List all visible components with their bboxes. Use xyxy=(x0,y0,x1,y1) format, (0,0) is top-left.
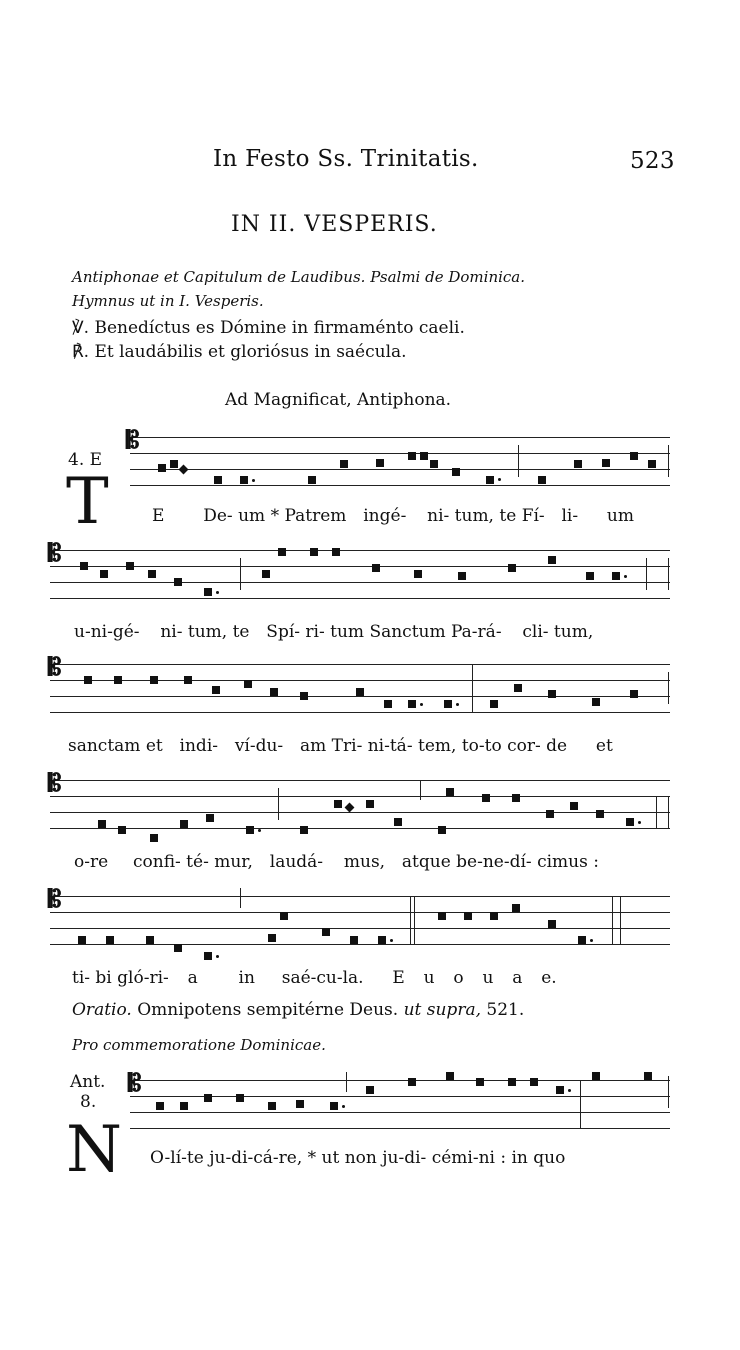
syllable: indi- xyxy=(179,736,218,756)
rubric-line-1: Antiphonae et Capitulum de Laudibus. Psalmi de Dominica. xyxy=(72,268,526,286)
initial-letter-2: N xyxy=(66,1113,122,1187)
syllable: e. xyxy=(541,968,557,988)
syllable: et xyxy=(595,736,613,756)
syllable: * Patrem xyxy=(270,506,347,526)
syllable: Pa-rá- xyxy=(451,622,502,642)
section-title: IN II. VESPERIS. xyxy=(231,212,438,237)
syllable: Spí- ri- tum xyxy=(266,622,365,642)
lyrics-line-4 xyxy=(74,852,599,872)
syllable: u xyxy=(482,968,494,988)
ant-label: Ant. xyxy=(70,1072,106,1092)
syllable: sanctam xyxy=(68,736,141,756)
oratio-ref-page: 521. xyxy=(486,1000,525,1020)
syllable: o xyxy=(453,968,464,988)
syllable: tem, xyxy=(417,736,457,756)
response-symbol: ℟. xyxy=(72,342,90,362)
oratio-label: Oratio. xyxy=(72,1000,132,1020)
syllable: u xyxy=(423,968,435,988)
syllable: li- xyxy=(561,506,579,526)
syllable: ni- tum, xyxy=(160,622,228,642)
initial-letter: T xyxy=(66,465,109,539)
syllable: mus, xyxy=(343,852,386,872)
syllable: Sanctum xyxy=(369,622,446,642)
versicle-symbol: ℣. xyxy=(72,318,90,338)
rubric-line-2: Hymnus ut in I. Vesperis. xyxy=(72,292,264,310)
syllable: De- um xyxy=(203,506,266,526)
syllable: Fí- xyxy=(521,506,545,526)
syllable: o-re xyxy=(74,852,109,872)
page-number: 523 xyxy=(630,148,675,174)
syllable: u-ni-gé- xyxy=(74,622,140,642)
commemoration-rubric: Pro commemoratione Dominicae. xyxy=(72,1036,326,1054)
syllable: cimus : xyxy=(537,852,599,872)
syllable: gló-ri- xyxy=(117,968,169,988)
oratio-line xyxy=(72,1000,524,1020)
syllable: Tri- ni-tá- xyxy=(331,736,413,756)
lyrics-line-2 xyxy=(74,622,593,642)
syllable: ingé- xyxy=(363,506,407,526)
syllable: te xyxy=(232,622,250,642)
syllable: atque xyxy=(401,852,451,872)
syllable: ti- bi xyxy=(72,968,112,988)
syllable: de xyxy=(546,736,568,756)
syllable: te xyxy=(499,506,517,526)
syllable: cli- tum, xyxy=(522,622,594,642)
lyrics-line-6: O-lí-te ju-di-cá-re, * ut non ju-di- cémi-ni : in quo xyxy=(150,1148,566,1168)
lyrics-line-5 xyxy=(72,968,557,988)
syllable: E xyxy=(152,506,165,526)
versicle-text: Benedíctus es Dómine in firmaménto caeli. xyxy=(94,318,465,338)
syllable: in xyxy=(238,968,255,988)
syllable: confi- té- xyxy=(132,852,209,872)
syllable: laudá- xyxy=(269,852,324,872)
versicle-line xyxy=(72,318,465,338)
response-line xyxy=(72,342,407,362)
syllable: am xyxy=(300,736,327,756)
response-text: Et laudábilis et gloriósus in saécula. xyxy=(94,342,407,362)
lyrics-line-1 xyxy=(152,506,634,526)
syllable: to-to xyxy=(461,736,502,756)
syllable: cor- xyxy=(507,736,541,756)
syllable: a xyxy=(187,968,198,988)
syllable: saé-cu-la. xyxy=(281,968,364,988)
syllable: ni- tum, xyxy=(427,506,494,526)
ant-mode: 8. xyxy=(80,1092,97,1112)
syllable: ví-du- xyxy=(234,736,284,756)
mode-label: 4. E xyxy=(68,450,103,470)
syllable: be-ne-dí- xyxy=(456,852,532,872)
lyrics-line-3 xyxy=(68,736,613,756)
syllable: mur, xyxy=(214,852,253,872)
syllable: um xyxy=(606,506,634,526)
running-title: In Festo Ss. Trinitatis. xyxy=(213,146,479,172)
oratio-ref-label: ut supra, xyxy=(403,1000,481,1020)
syllable: a xyxy=(512,968,523,988)
syllable: et xyxy=(145,736,163,756)
c-clef-icon: 𝄡 xyxy=(126,425,140,454)
oratio-text: Omnipotens sempitérne Deus. xyxy=(137,1000,399,1020)
syllable: E xyxy=(392,968,405,988)
magnificat-heading: Ad Magnificat, Antiphona. xyxy=(225,390,452,410)
